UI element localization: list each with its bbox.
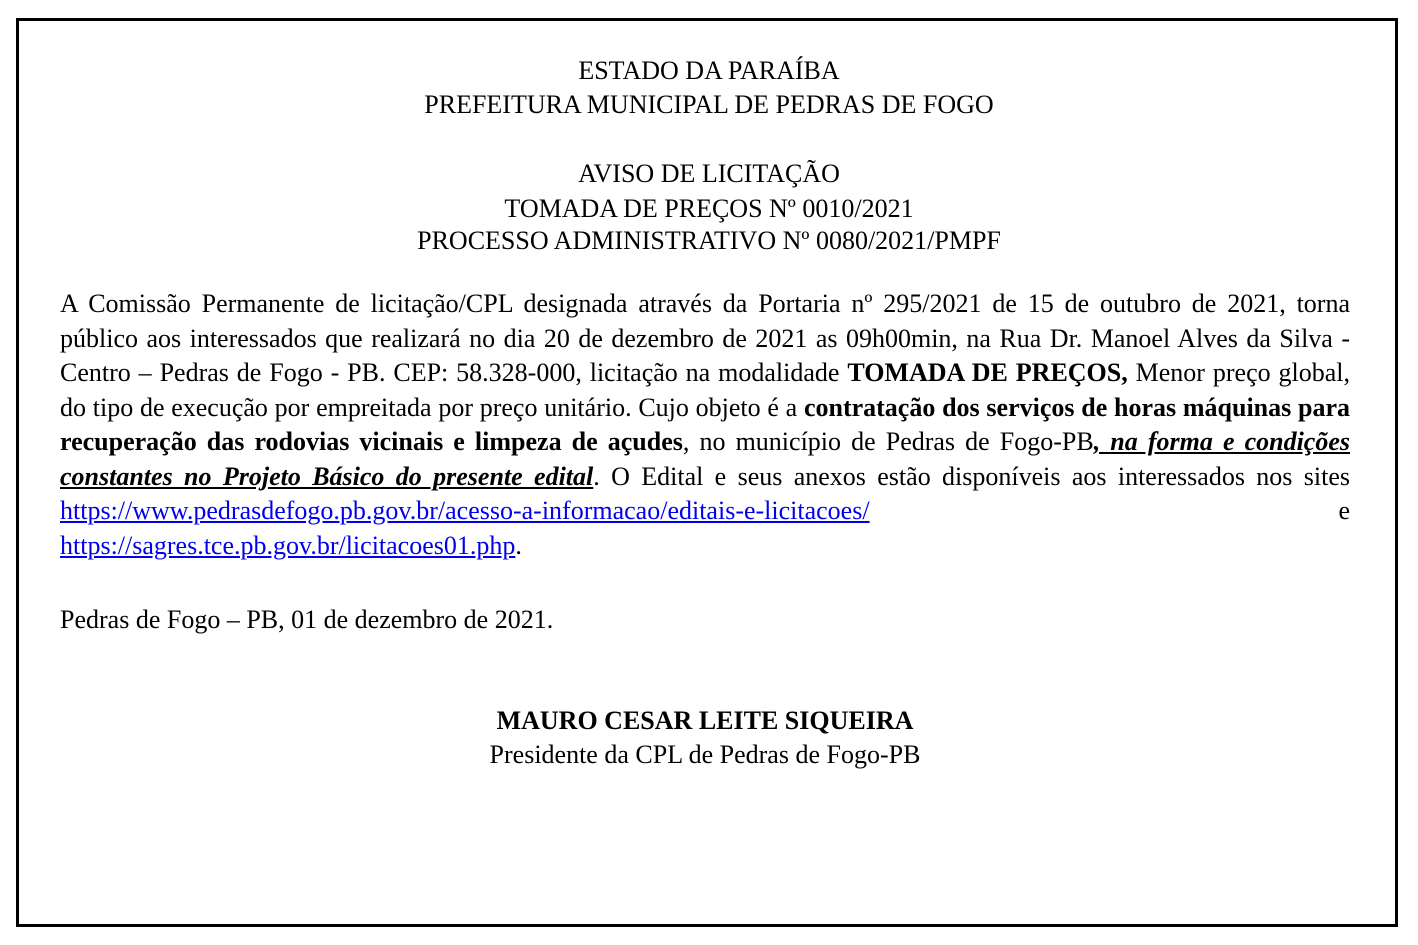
modality-text: TOMADA DE PREÇOS, — [847, 358, 1128, 387]
signatory-name: MAURO CESAR LEITE SIQUEIRA — [496, 706, 914, 735]
notice-body — [60, 287, 1350, 563]
conditions-text: , na forma e condições constantes no Projeto Básico do presente edital — [60, 427, 1350, 491]
body-text-part2: Menor preço global, do tipo de execução por empreitada por preço unitário. Cujo objeto é a — [60, 358, 1350, 422]
state-heading: ESTADO DA PARAÍBA — [578, 56, 840, 85]
notice-title: AVISO DE LICITAÇÃO — [578, 159, 840, 188]
bid-number: TOMADA DE PREÇOS Nº 0010/2021 — [504, 194, 914, 223]
body-text-part4: . O Edital e seus anexos estão disponíveis aos interessados nos sites — [593, 461, 1350, 491]
body-end: . — [515, 530, 522, 560]
city-hall-heading: PREFEITURA MUNICIPAL DE PEDRAS DE FOGO — [424, 90, 994, 119]
body-text-part3: , no município de Pedras de Fogo-PB — [682, 427, 1094, 456]
body-connector: e — [869, 496, 1350, 525]
signatory-role: Presidente da CPL de Pedras de Fogo-PB — [489, 740, 921, 769]
body-text-part1: A Comissão Permanente de licitação/CPL designada através da Portaria nº 295/2021 de 15 de outubro de 2021, torna público aos interessados que realizará no dia 20 de dezembro de 2021 as 09h00min, na Rua Dr. Manoel Alves da Silva - Centro – Pedras de Fogo - PB. CEP: 58.328-000, licitação na modalidade — [60, 289, 1350, 387]
edital-link-pedrasdefogo[interactable]: https://www.pedrasdefogo.pb.gov.br/acesso-a-informacao/editais-e-licitacoes/ — [60, 496, 870, 525]
date-line: Pedras de Fogo – PB, 01 de dezembro de 2021. — [60, 605, 554, 634]
edital-link-sagres[interactable]: https://sagres.tce.pb.gov.br/licitacoes01.php — [60, 530, 516, 560]
process-number: PROCESSO ADMINISTRATIVO Nº 0080/2021/PMPF — [417, 226, 1001, 255]
object-text: contratação dos serviços de horas máquinas para recuperação das rodovias vicinais e limpeza de açudes — [60, 392, 1350, 456]
